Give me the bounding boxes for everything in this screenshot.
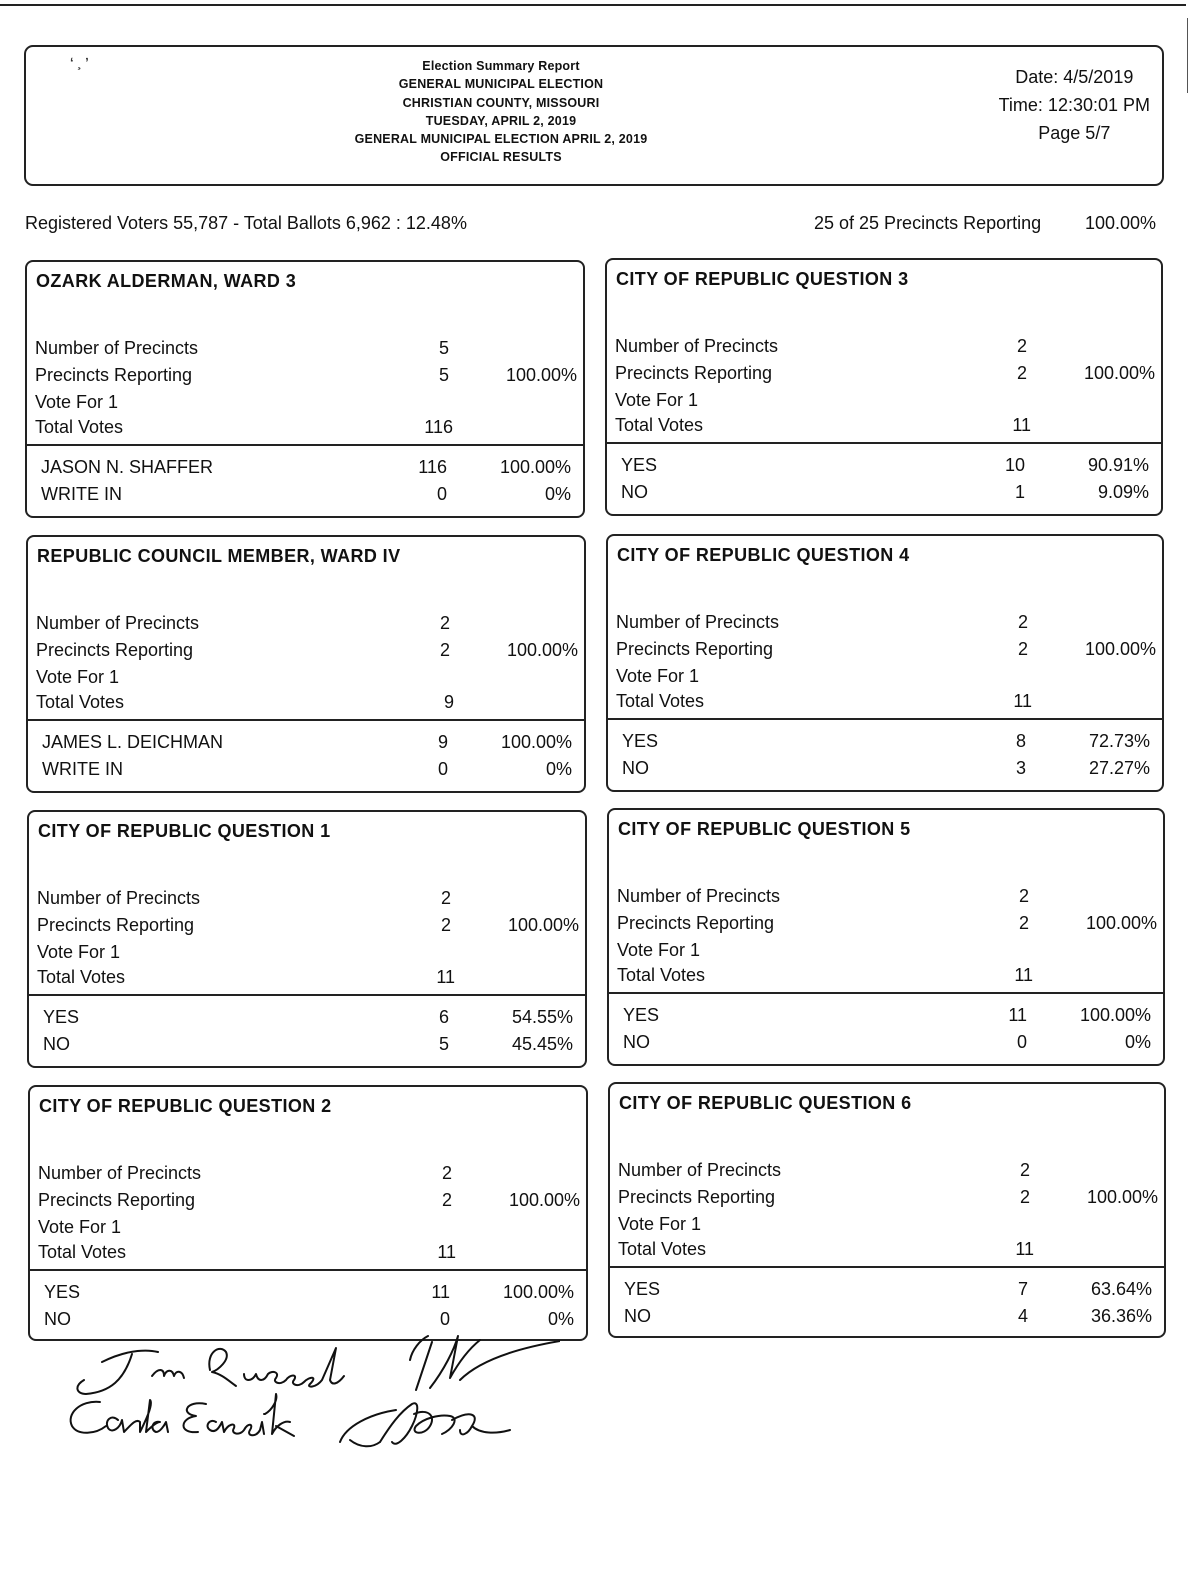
- choice-votes: 0: [436, 484, 447, 504]
- choice-row: [41, 454, 571, 480]
- choice-pct: 100.00%: [499, 457, 571, 477]
- choice-votes: 0: [439, 1309, 450, 1329]
- choice-row: [43, 1031, 573, 1057]
- choice-row: [622, 728, 1150, 754]
- total-votes-label: Total Votes: [36, 692, 125, 712]
- number-of-precincts-label: Number of Precincts: [36, 613, 200, 633]
- number-of-precincts-value: 2: [439, 613, 450, 633]
- choice-pct: 100.00%: [502, 1282, 574, 1302]
- choice-row: [42, 756, 572, 782]
- contest-box: [608, 1082, 1166, 1338]
- choice-votes: 0: [437, 759, 448, 779]
- number-of-precincts-value: 2: [440, 888, 451, 908]
- contest-title: CITY OF REPUBLIC QUESTION 4: [617, 545, 910, 565]
- choice-row: [624, 1303, 1152, 1329]
- choice-row: [621, 479, 1149, 505]
- contest-box: [27, 810, 587, 1068]
- choice-pct: 0%: [547, 1309, 574, 1329]
- choice-votes: 0: [1016, 1032, 1027, 1052]
- precincts-reporting-label: Precincts Reporting: [35, 365, 193, 385]
- precincts-reporting-pct: 100.00%: [1085, 913, 1157, 933]
- report-title: Election Summary Report: [422, 59, 580, 73]
- precincts-reporting-value: 5: [438, 365, 449, 385]
- report-title-block: [256, 57, 746, 167]
- choice-name: WRITE IN: [41, 484, 122, 504]
- number-of-precincts-row: [35, 335, 577, 361]
- precincts-reporting-pct: 100.00%: [505, 365, 577, 385]
- number-of-precincts-row: [615, 333, 1155, 359]
- precincts-reporting-pct: 100.00%: [1086, 1187, 1158, 1207]
- precincts-reporting-row: [616, 636, 1156, 662]
- vote-for-label: Vote For 1: [35, 392, 119, 412]
- choice-row: [42, 729, 572, 755]
- number-of-precincts-value: 2: [1018, 886, 1029, 906]
- report-header: [24, 45, 1164, 186]
- contest-box: [606, 534, 1164, 792]
- choice-row: [621, 452, 1149, 478]
- vote-for-label: Vote For 1: [37, 942, 121, 962]
- number-of-precincts-value: 2: [1016, 336, 1027, 356]
- choice-name: NO: [623, 1032, 650, 1052]
- total-votes-value: 11: [1013, 691, 1032, 711]
- precincts-reporting-value: 2: [1018, 913, 1029, 933]
- number-of-precincts-row: [38, 1160, 580, 1186]
- number-of-precincts-row: [616, 609, 1156, 635]
- choice-name: YES: [621, 455, 658, 475]
- total-votes-row: [615, 412, 1155, 438]
- total-votes-row: [35, 414, 577, 440]
- vote-for-label: Vote For 1: [615, 390, 699, 410]
- choice-pct: 0%: [544, 484, 571, 504]
- contest-title: CITY OF REPUBLIC QUESTION 6: [619, 1093, 912, 1113]
- vote-for-row: [615, 387, 1155, 413]
- results-divider: [29, 994, 585, 996]
- total-votes-value: 9: [443, 692, 454, 712]
- choice-row: [41, 481, 571, 507]
- number-of-precincts-label: Number of Precincts: [615, 336, 779, 356]
- choice-name: WRITE IN: [42, 759, 123, 779]
- precincts-reporting-row: [37, 912, 579, 938]
- choice-name: NO: [44, 1309, 71, 1329]
- results-divider: [30, 1269, 586, 1271]
- choice-pct: 90.91%: [1087, 455, 1149, 475]
- choice-pct: 45.45%: [511, 1034, 573, 1054]
- precincts-reporting-value: 2: [1019, 1187, 1030, 1207]
- precincts-reporting-label: Precincts Reporting: [38, 1190, 196, 1210]
- total-votes-label: Total Votes: [38, 1242, 127, 1262]
- choice-pct: 54.55%: [511, 1007, 573, 1027]
- total-votes-row: [37, 964, 579, 990]
- choice-row: [624, 1276, 1152, 1302]
- choice-row: [623, 1002, 1151, 1028]
- total-votes-value: 11: [1014, 965, 1033, 985]
- choice-row: [43, 1004, 573, 1030]
- report-time: Time: 12:30:01 PM: [998, 95, 1150, 115]
- total-votes-value: 11: [1015, 1239, 1034, 1259]
- page-number: Page 5/7: [1038, 123, 1111, 143]
- precincts-reporting-row: [35, 362, 577, 388]
- contest-title: OZARK ALDERMAN, WARD 3: [36, 271, 297, 291]
- vote-for-row: [36, 664, 578, 690]
- choice-pct: 27.27%: [1088, 758, 1150, 778]
- precincts-reporting-label: Precincts Reporting: [618, 1187, 776, 1207]
- precincts-reporting-pct: 100.00%: [1083, 363, 1155, 383]
- choice-votes: 7: [1017, 1279, 1028, 1299]
- vote-for-row: [35, 389, 577, 415]
- number-of-precincts-label: Number of Precincts: [37, 888, 201, 908]
- number-of-precincts-value: 2: [1017, 612, 1028, 632]
- choice-name: NO: [43, 1034, 70, 1054]
- contest-title: REPUBLIC COUNCIL MEMBER, WARD IV: [37, 546, 401, 566]
- election-full-name: GENERAL MUNICIPAL ELECTION APRIL 2, 2019: [354, 132, 648, 147]
- choice-votes: 8: [1015, 731, 1026, 751]
- report-meta: [999, 63, 1150, 147]
- number-of-precincts-row: [617, 883, 1157, 909]
- choice-row: [44, 1306, 574, 1332]
- choice-name: YES: [44, 1282, 81, 1302]
- choice-row: [44, 1279, 574, 1305]
- results-divider: [607, 442, 1161, 444]
- number-of-precincts-label: Number of Precincts: [35, 338, 199, 358]
- precincts-reporting-label: Precincts Reporting: [36, 640, 194, 660]
- number-of-precincts-label: Number of Precincts: [38, 1163, 202, 1183]
- contest-box: [25, 260, 585, 518]
- choice-name: NO: [621, 482, 648, 502]
- number-of-precincts-value: 2: [1019, 1160, 1030, 1180]
- precincts-reporting-pct: 100.00%: [506, 640, 578, 660]
- precincts-reporting-label: Precincts Reporting: [617, 913, 775, 933]
- number-of-precincts-value: 5: [438, 338, 449, 358]
- total-votes-label: Total Votes: [617, 965, 706, 985]
- number-of-precincts-row: [36, 610, 578, 636]
- county-name: CHRISTIAN COUNTY, MISSOURI: [402, 95, 600, 110]
- contest-box: [605, 258, 1163, 516]
- vote-for-row: [617, 937, 1157, 963]
- choice-votes: 11: [1008, 1005, 1027, 1025]
- election-name: GENERAL MUNICIPAL ELECTION: [398, 77, 604, 92]
- choice-votes: 116: [418, 457, 447, 477]
- total-votes-value: 116: [424, 417, 453, 437]
- precincts-reporting-row: [36, 637, 578, 663]
- total-votes-label: Total Votes: [35, 417, 124, 437]
- precincts-reporting-label: Precincts Reporting: [616, 639, 774, 659]
- vote-for-row: [38, 1214, 580, 1240]
- choice-pct: 36.36%: [1090, 1306, 1152, 1326]
- total-votes-row: [36, 689, 578, 715]
- total-votes-row: [38, 1239, 580, 1265]
- precincts-reporting-row: [617, 910, 1157, 936]
- choice-pct: 72.73%: [1088, 731, 1150, 751]
- choice-votes: 11: [431, 1282, 450, 1302]
- election-day: TUESDAY, APRIL 2, 2019: [425, 113, 577, 128]
- precincts-reporting-row: [38, 1187, 580, 1213]
- number-of-precincts-label: Number of Precincts: [618, 1160, 782, 1180]
- edge-mark: [1187, 18, 1188, 93]
- precincts-reporting-summary: 25 of 25 Precincts Reporting: [814, 213, 1042, 233]
- choice-pct: 0%: [1124, 1032, 1151, 1052]
- results-divider: [28, 719, 584, 721]
- choice-votes: 6: [438, 1007, 449, 1027]
- number-of-precincts-row: [37, 885, 579, 911]
- choice-votes: 1: [1014, 482, 1025, 502]
- choice-name: NO: [624, 1306, 651, 1326]
- contest-title: CITY OF REPUBLIC QUESTION 3: [616, 269, 909, 289]
- scan-marks: ʻ ¸ ʼ: [70, 55, 89, 70]
- top-rule: [0, 4, 1186, 6]
- choice-name: YES: [623, 1005, 660, 1025]
- signatures: [40, 1330, 560, 1475]
- results-status: OFFICIAL RESULTS: [440, 150, 562, 165]
- contest-box: [26, 535, 586, 793]
- precincts-reporting-pct: 100.00%: [508, 1190, 580, 1210]
- contest-box: [28, 1085, 588, 1341]
- results-divider: [27, 444, 583, 446]
- total-votes-value: 11: [1012, 415, 1031, 435]
- precincts-reporting-value: 2: [439, 640, 450, 660]
- choice-name: JAMES L. DEICHMAN: [42, 732, 224, 752]
- results-divider: [609, 992, 1163, 994]
- choice-votes: 9: [437, 732, 448, 752]
- vote-for-label: Vote For 1: [36, 667, 120, 687]
- precincts-reporting-row: [615, 360, 1155, 386]
- precincts-reporting-value: 2: [440, 915, 451, 935]
- precincts-reporting-label: Precincts Reporting: [615, 363, 773, 383]
- total-votes-label: Total Votes: [615, 415, 704, 435]
- vote-for-row: [37, 939, 579, 965]
- precincts-reporting-row: [618, 1184, 1158, 1210]
- total-votes-value: 11: [436, 967, 455, 987]
- report-date: Date: 4/5/2019: [1015, 67, 1134, 87]
- contest-title: CITY OF REPUBLIC QUESTION 1: [38, 821, 331, 841]
- turnout-summary: Registered Voters 55,787 - Total Ballots 6,962 : 12.48%: [25, 213, 467, 233]
- number-of-precincts-value: 2: [441, 1163, 452, 1183]
- vote-for-row: [616, 663, 1156, 689]
- choice-votes: 10: [1004, 455, 1025, 475]
- precincts-reporting-pct: 100.00%: [1085, 213, 1157, 233]
- vote-for-row: [618, 1211, 1158, 1237]
- precincts-reporting-label: Precincts Reporting: [37, 915, 195, 935]
- vote-for-label: Vote For 1: [617, 940, 701, 960]
- choice-votes: 4: [1017, 1306, 1028, 1326]
- total-votes-label: Total Votes: [618, 1239, 707, 1259]
- choice-votes: 5: [438, 1034, 449, 1054]
- choice-pct: 0%: [545, 759, 572, 779]
- choice-pct: 63.64%: [1090, 1279, 1152, 1299]
- choice-name: YES: [622, 731, 659, 751]
- precincts-reporting-value: 2: [1016, 363, 1027, 383]
- vote-for-label: Vote For 1: [618, 1214, 702, 1234]
- choice-name: NO: [622, 758, 649, 778]
- precincts-reporting-value: 2: [1017, 639, 1028, 659]
- handwritten-signatures: [40, 1330, 560, 1470]
- vote-for-label: Vote For 1: [38, 1217, 122, 1237]
- number-of-precincts-label: Number of Precincts: [616, 612, 780, 632]
- total-votes-label: Total Votes: [616, 691, 705, 711]
- choice-pct: 100.00%: [500, 732, 572, 752]
- precincts-reporting-pct: 100.00%: [507, 915, 579, 935]
- contest-title: CITY OF REPUBLIC QUESTION 2: [39, 1096, 332, 1116]
- choice-row: [622, 755, 1150, 781]
- choice-name: JASON N. SHAFFER: [41, 457, 214, 477]
- vote-for-label: Vote For 1: [616, 666, 700, 686]
- total-votes-row: [617, 962, 1157, 988]
- number-of-precincts-label: Number of Precincts: [617, 886, 781, 906]
- total-votes-value: 11: [437, 1242, 456, 1262]
- precincts-reporting-value: 2: [441, 1190, 452, 1210]
- total-votes-row: [618, 1236, 1158, 1262]
- results-divider: [610, 1266, 1164, 1268]
- total-votes-row: [616, 688, 1156, 714]
- choice-row: [623, 1029, 1151, 1055]
- total-votes-label: Total Votes: [37, 967, 126, 987]
- choice-pct: 100.00%: [1079, 1005, 1151, 1025]
- choice-name: YES: [43, 1007, 80, 1027]
- choice-name: YES: [624, 1279, 661, 1299]
- choice-pct: 9.09%: [1097, 482, 1149, 502]
- number-of-precincts-row: [618, 1157, 1158, 1183]
- contest-title: CITY OF REPUBLIC QUESTION 5: [618, 819, 911, 839]
- results-divider: [608, 718, 1162, 720]
- precincts-reporting-pct: 100.00%: [1084, 639, 1156, 659]
- choice-votes: 3: [1015, 758, 1026, 778]
- contest-box: [607, 808, 1165, 1066]
